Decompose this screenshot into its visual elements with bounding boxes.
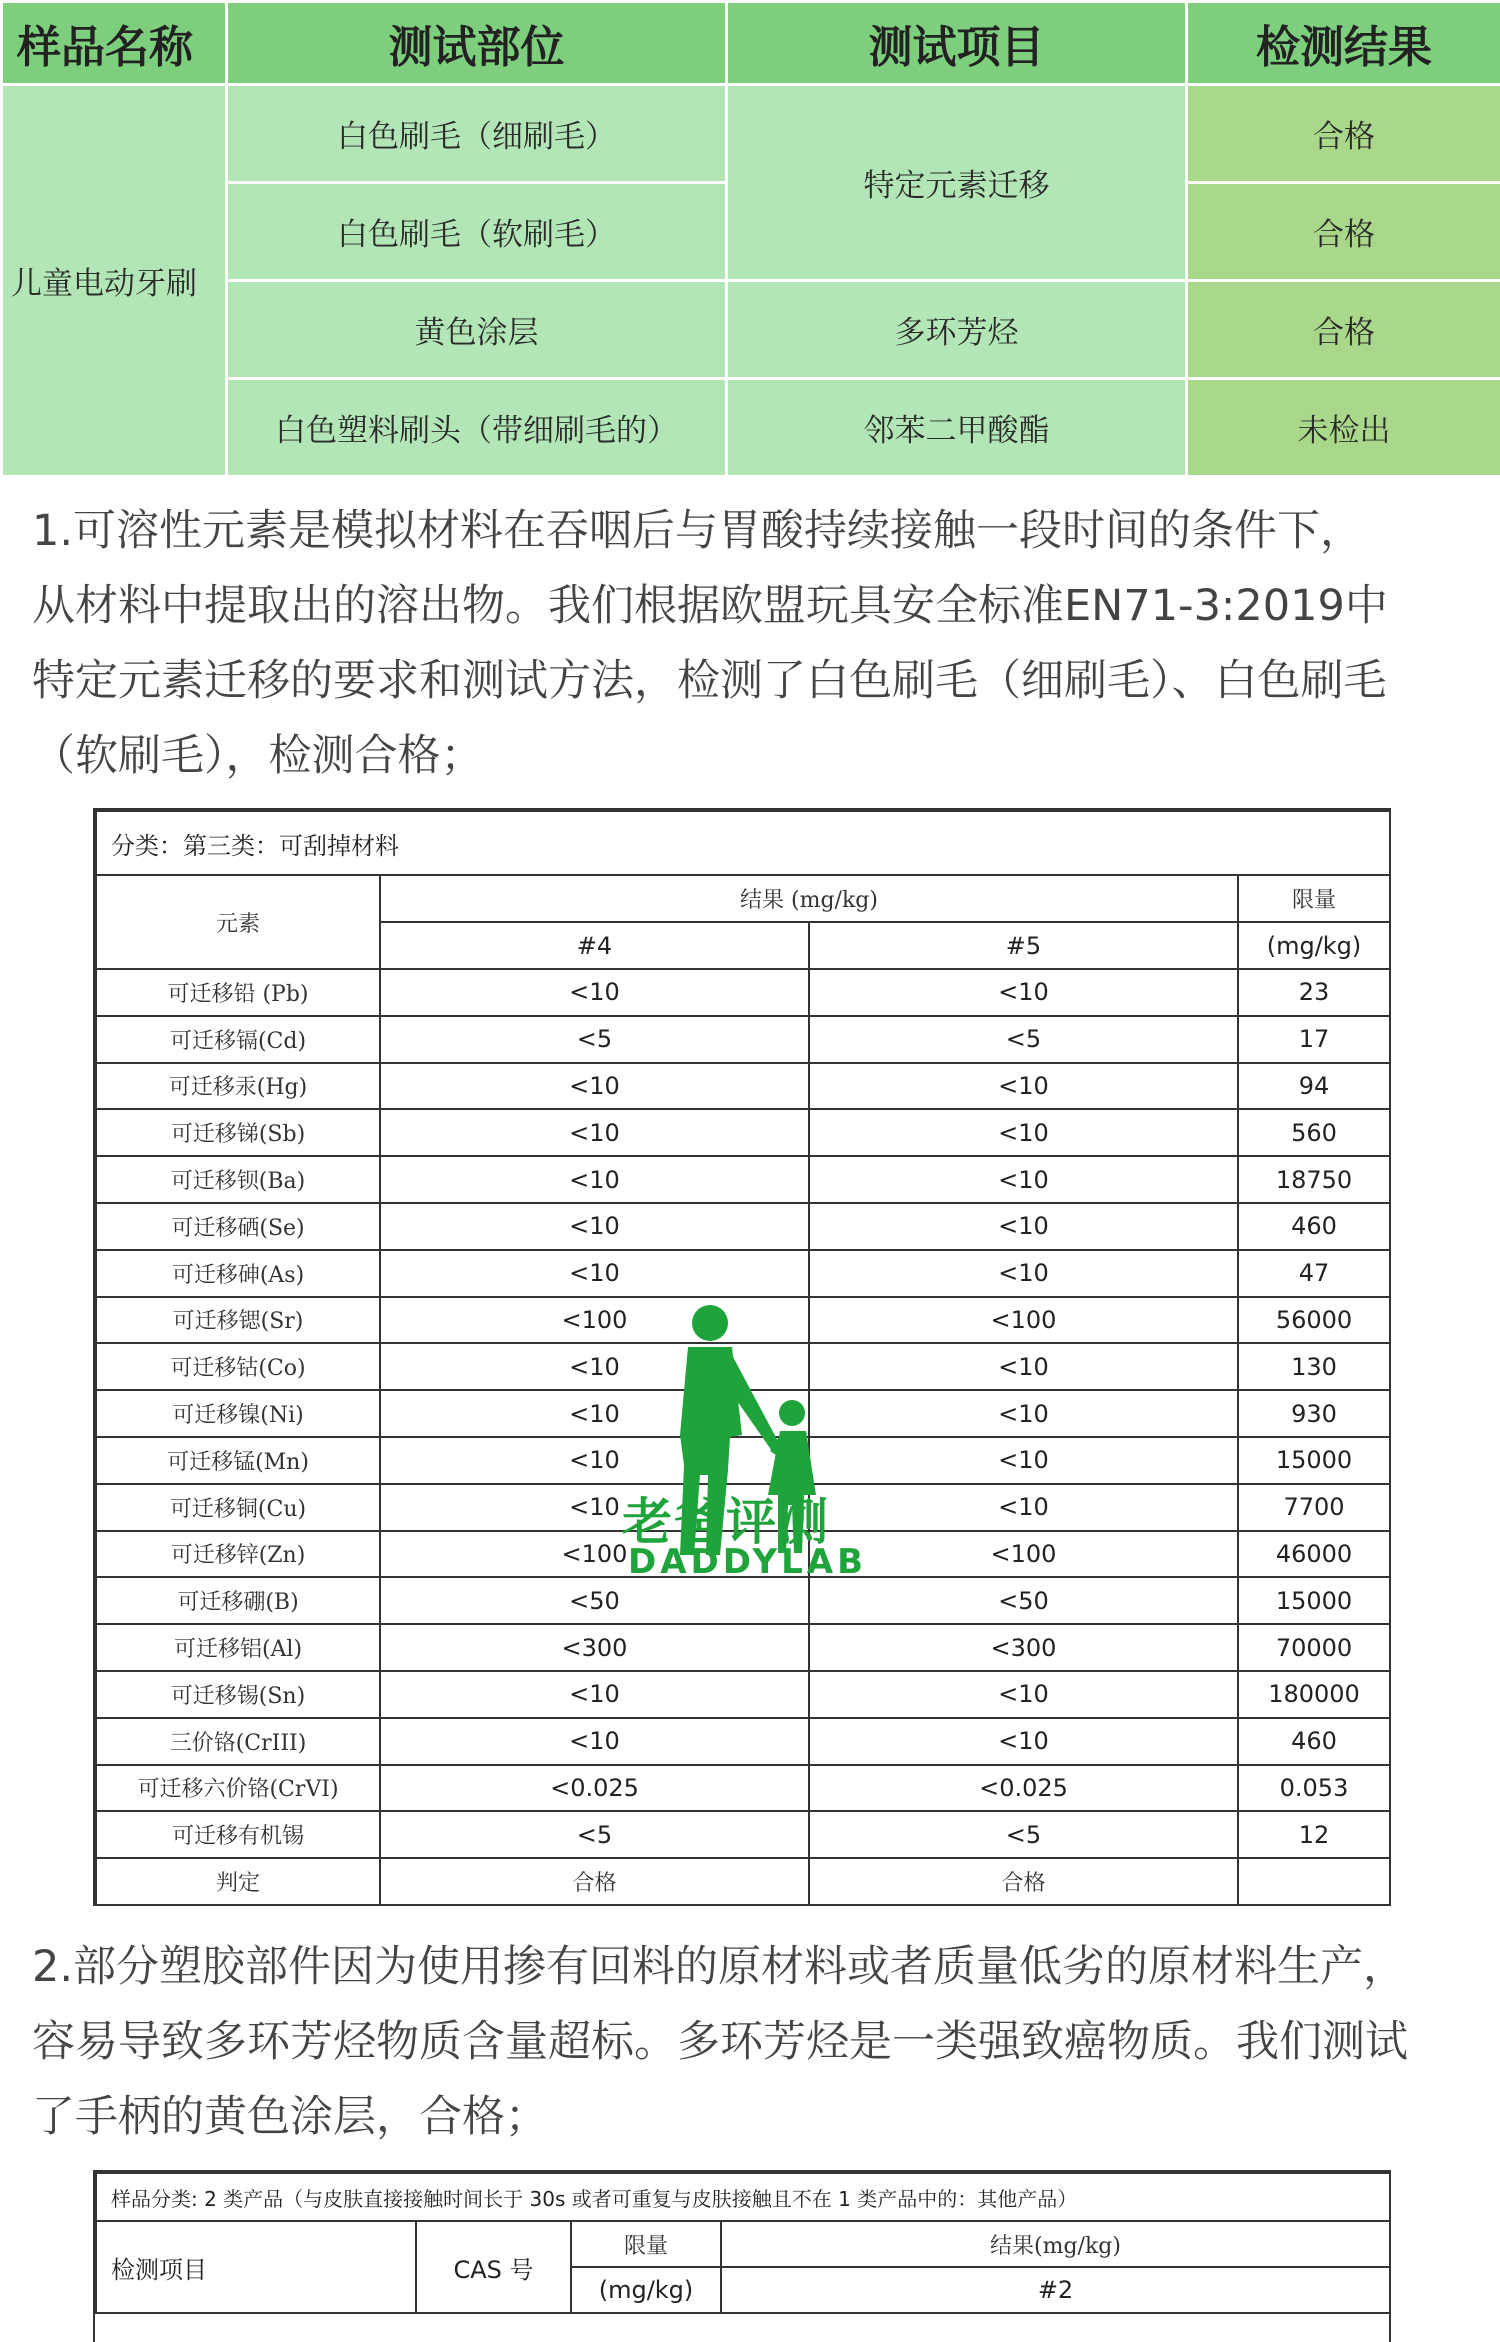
result-5-cell: <10 [809,1671,1238,1718]
header-test-item: 测试项目 [727,2,1187,85]
element-name-cell: 可迁移硼(B) [96,1577,380,1624]
pah-head-limit: 限量 [571,2221,721,2267]
limit-cell: 7700 [1238,1484,1390,1531]
limit-cell: 18750 [1238,1156,1390,1203]
element-name-cell: 可迁移硒(Se) [96,1203,380,1250]
result-5-cell: <100 [809,1297,1238,1344]
head-sample-4: #4 [380,922,809,969]
result-5-cell: <10 [809,1343,1238,1390]
result-4-cell: <100 [380,1531,809,1578]
part-cell: 白色刷毛（软刷毛） [227,183,727,281]
result-4-cell: <10 [380,1250,809,1297]
pah-head-sample-2: #2 [721,2267,1390,2313]
limit-cell: 70000 [1238,1624,1390,1671]
watermark-en: DADDYLAB [628,1542,867,1582]
paragraph-line: 容易导致多环芳烃物质含量超标。多环芳烃是一类强致癌物质。我们测试 [32,2005,1482,2080]
result-5-cell: <100 [809,1531,1238,1578]
result-4-cell: <5 [380,1016,809,1063]
result-4-cell: <300 [380,1624,809,1671]
table-row [96,1811,1390,1858]
element-name-cell: 判定 [96,1858,380,1905]
element-name-cell: 可迁移六价铬(CrVI) [96,1765,380,1812]
element-name-cell: 可迁移汞(Hg) [96,1063,380,1110]
limit-cell: 12 [1238,1811,1390,1858]
result-cell: 合格 [1187,281,1500,379]
limit-cell: 460 [1238,1718,1390,1765]
table-row [96,1765,1390,1812]
head-limit-unit: (mg/kg) [1238,922,1390,969]
element-name-cell: 可迁移铅 (Pb) [96,969,380,1016]
table-row [96,1250,1390,1297]
item-cell: 邻苯二甲酸酯 [727,379,1187,477]
table-row [96,969,1390,1016]
head-result: 结果 (mg/kg) [380,875,1238,922]
part-cell: 白色刷毛（细刷毛） [227,85,727,183]
sample-name-cell: 儿童电动牙刷 [2,85,227,477]
element-name-cell: 可迁移砷(As) [96,1250,380,1297]
element-name-cell: 可迁移镉(Cd) [96,1016,380,1063]
result-5-cell: <50 [809,1577,1238,1624]
pah-table [93,2170,1391,2342]
result-5-cell: <5 [809,1811,1238,1858]
result-5-cell: <10 [809,1203,1238,1250]
item-cell: 多环芳烃 [727,281,1187,379]
watermark-cn: 老爸评测 [622,1482,830,1554]
header-sample-name: 样品名称 [2,2,227,85]
limit-cell: 56000 [1238,1297,1390,1344]
paragraph-line: （软刷毛），检测合格； [32,719,1482,794]
result-5-cell: <10 [809,1390,1238,1437]
result-4-cell: <0.025 [380,1765,809,1812]
element-name-cell: 可迁移钴(Co) [96,1343,380,1390]
result-5-cell: 合格 [809,1858,1238,1905]
pah-head-cas: CAS 号 [416,2221,571,2313]
table-row [96,1624,1390,1671]
pah-head-limit-unit: (mg/kg) [571,2267,721,2313]
result-4-cell: <5 [380,1811,809,1858]
element-name-cell: 可迁移铝(Al) [96,1624,380,1671]
limit-cell: 460 [1238,1203,1390,1250]
result-4-cell: <10 [380,1671,809,1718]
limit-cell: 46000 [1238,1531,1390,1578]
pah-caption: 样品分类: 2 类产品（与皮肤直接接触时间长于 30s 或者可重复与皮肤接触且不在 1 类产品中的：其他产品） [96,2173,1390,2221]
result-5-cell: <5 [809,1016,1238,1063]
paragraph-line: 特定元素迁移的要求和测试方法，检测了白色刷毛（细刷毛）、白色刷毛 [32,644,1482,719]
result-5-cell: <10 [809,1063,1238,1110]
limit-cell: 17 [1238,1016,1390,1063]
table-row [96,1156,1390,1203]
result-4-cell: <10 [380,1390,809,1437]
limit-cell: 930 [1238,1390,1390,1437]
result-4-cell: <10 [380,1203,809,1250]
table-row [96,1718,1390,1765]
result-5-cell: <10 [809,969,1238,1016]
paragraph-line: 1.可溶性元素是模拟材料在吞咽后与胃酸持续接触一段时间的条件下， [32,494,1482,569]
part-cell: 黄色涂层 [227,281,727,379]
result-5-cell: <10 [809,1156,1238,1203]
header-result: 检测结果 [1187,2,1500,85]
result-5-cell: <10 [809,1250,1238,1297]
element-name-cell: 可迁移有机锡 [96,1811,380,1858]
table-row [96,1671,1390,1718]
result-5-cell: <0.025 [809,1765,1238,1812]
result-5-cell: <10 [809,1484,1238,1531]
limit-cell: 23 [1238,969,1390,1016]
element-name-cell: 可迁移锰(Mn) [96,1437,380,1484]
head-limit: 限量 [1238,875,1390,922]
element-name-cell: 可迁移锑(Sb) [96,1109,380,1156]
item-cell: 特定元素迁移 [727,85,1187,281]
element-name-cell: 可迁移锡(Sn) [96,1671,380,1718]
table-caption: 分类：第三类：可刮掉材料 [96,811,1390,875]
pah-head-item: 检测项目 [96,2221,416,2313]
element-name-cell: 可迁移镍(Ni) [96,1390,380,1437]
limit-cell: 560 [1238,1109,1390,1156]
limit-cell: 94 [1238,1063,1390,1110]
element-name-cell: 可迁移锌(Zn) [96,1531,380,1578]
limit-cell: 15000 [1238,1437,1390,1484]
result-4-cell: <10 [380,1437,809,1484]
head-element: 元素 [96,875,380,969]
table-row [96,1858,1390,1905]
element-name-cell: 可迁移锶(Sr) [96,1297,380,1344]
limit-cell: 130 [1238,1343,1390,1390]
paragraph-line: 了手柄的黄色涂层，合格； [32,2080,1482,2155]
table-row [96,1063,1390,1110]
element-name-cell: 可迁移铜(Cu) [96,1484,380,1531]
limit-cell: 47 [1238,1250,1390,1297]
pah-head-result: 结果(mg/kg) [721,2221,1390,2267]
header-test-part: 测试部位 [227,2,727,85]
result-4-cell: <10 [380,1484,809,1531]
element-name-cell: 可迁移钡(Ba) [96,1156,380,1203]
limit-cell [1238,1858,1390,1905]
result-4-cell: <10 [380,1718,809,1765]
limit-cell: 0.053 [1238,1765,1390,1812]
result-5-cell: <300 [809,1624,1238,1671]
result-4-cell: 合格 [380,1858,809,1905]
result-4-cell: <100 [380,1297,809,1344]
limit-cell: 15000 [1238,1577,1390,1624]
result-4-cell: <50 [380,1577,809,1624]
result-cell: 未检出 [1187,379,1500,477]
result-4-cell: <10 [380,969,809,1016]
paragraph-1 [32,494,1482,794]
result-5-cell: <10 [809,1109,1238,1156]
result-cell: 合格 [1187,85,1500,183]
result-5-cell: <10 [809,1718,1238,1765]
result-cell: 合格 [1187,183,1500,281]
element-name-cell: 三价铬(CrIII) [96,1718,380,1765]
result-4-cell: <10 [380,1063,809,1110]
part-cell: 白色塑料刷头（带细刷毛的） [227,379,727,477]
table-row [96,1016,1390,1063]
paragraph-line: 从材料中提取出的溶出物。我们根据欧盟玩具安全标准EN71-3:2019中 [32,569,1482,644]
result-5-cell: <10 [809,1437,1238,1484]
paragraph-line: 2.部分塑胶部件因为使用掺有回料的原材料或者质量低劣的原材料生产， [32,1930,1482,2005]
result-4-cell: <10 [380,1156,809,1203]
summary-table [0,0,1500,478]
paragraph-2 [32,1930,1482,2155]
table-row [96,1203,1390,1250]
result-4-cell: <10 [380,1343,809,1390]
head-sample-5: #5 [809,922,1238,969]
limit-cell: 180000 [1238,1671,1390,1718]
result-4-cell: <10 [380,1109,809,1156]
table-row [96,1109,1390,1156]
